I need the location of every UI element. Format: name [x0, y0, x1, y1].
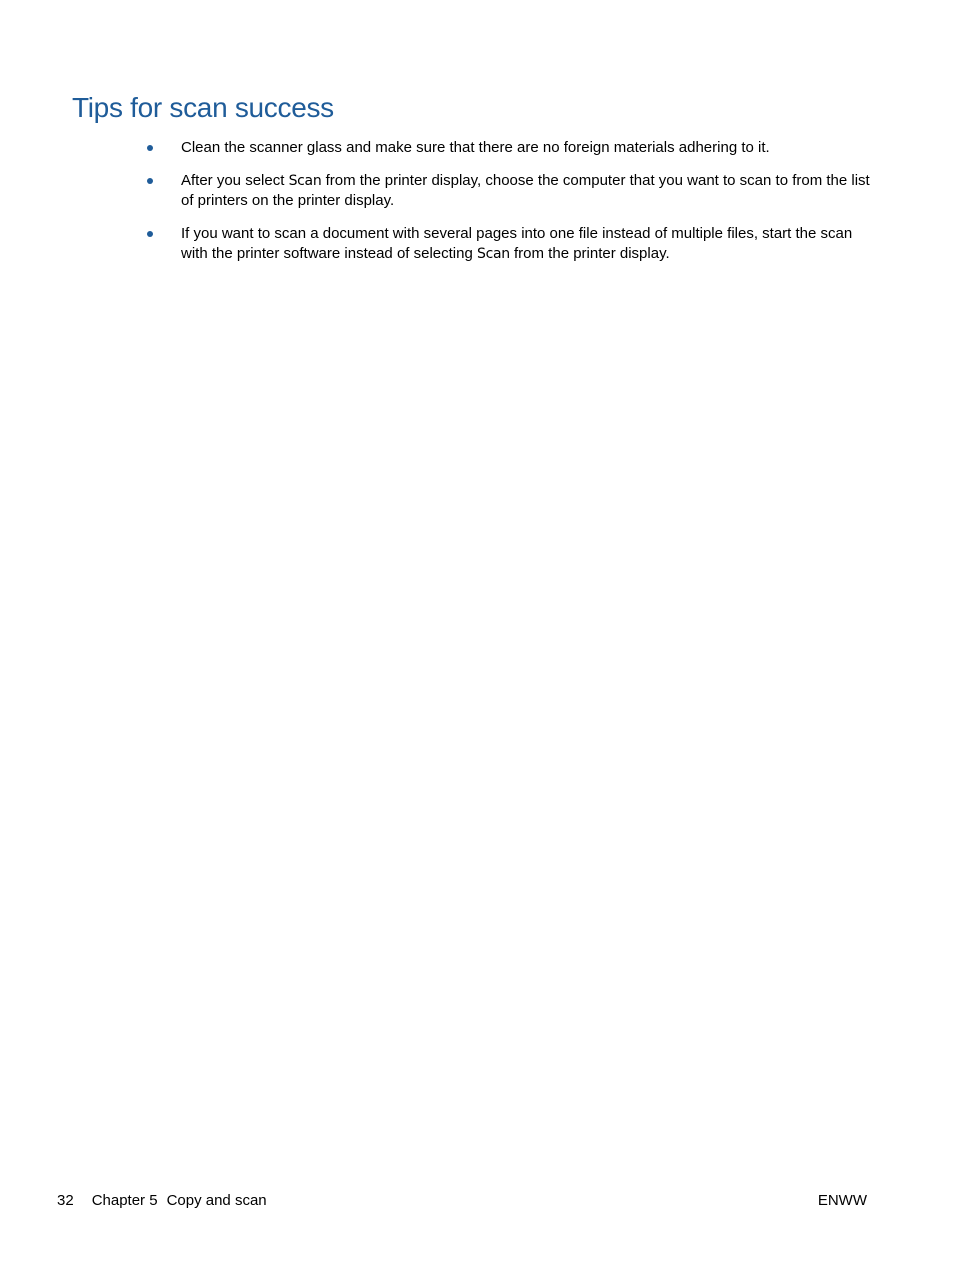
tips-list — [145, 138, 870, 277]
chapter-label: Chapter 5 — [91, 1192, 158, 1209]
bullet-icon — [147, 231, 153, 237]
tip-text: After you select — [181, 172, 289, 189]
page-title: Tips for scan success — [72, 92, 334, 123]
tip-text: from the printer display. — [509, 245, 670, 262]
tip-text: from the printer display, choose the computer that you want to scan to from the list of printers on the printer display. — [181, 172, 870, 209]
tip-item — [145, 138, 870, 158]
tip-text: Clean the scanner glass and make sure that there are no foreign materials adhering to it. — [181, 139, 770, 156]
bullet-icon — [147, 145, 153, 151]
page-number: 32 — [57, 1192, 74, 1209]
bullet-icon — [147, 178, 153, 184]
tip-item — [145, 224, 870, 264]
page-footer-left — [57, 1191, 267, 1211]
ui-term-scan: Scan — [477, 246, 510, 262]
tip-text: If you want to scan a document with several pages into one file instead of multiple files, start the scan with the printer software instead of selecting — [181, 225, 853, 262]
doc-code: ENWW — [817, 1192, 867, 1209]
section-label: Copy and scan — [166, 1192, 267, 1209]
ui-term-scan: Scan — [288, 173, 322, 189]
tip-item — [145, 171, 870, 211]
